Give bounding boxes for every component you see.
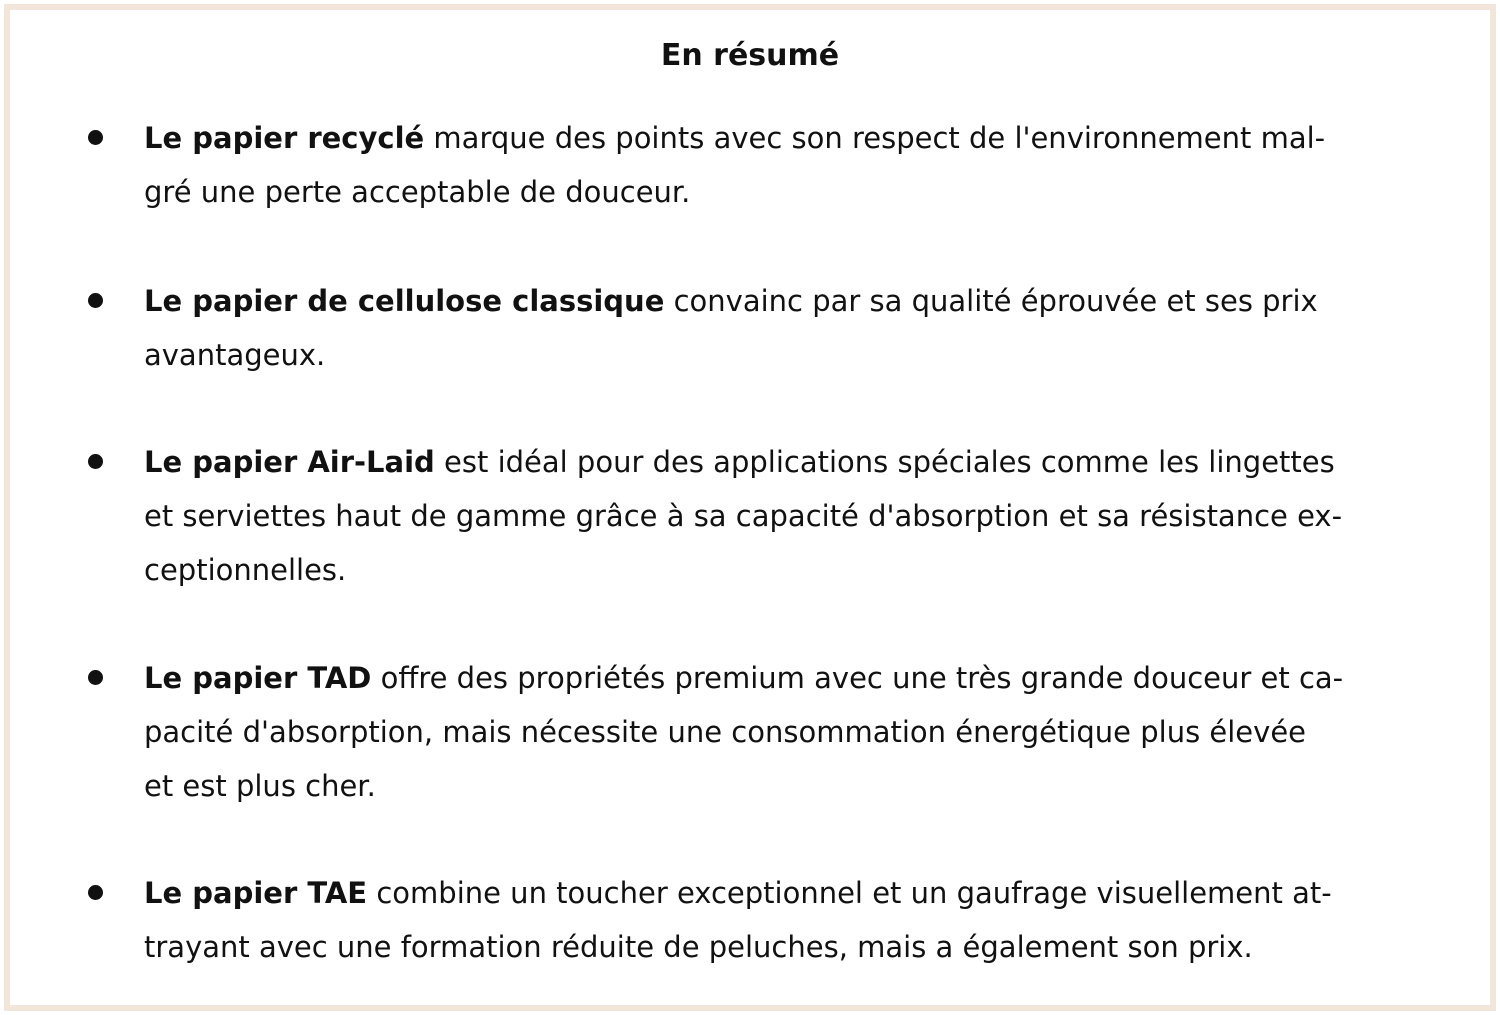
item-line: avantageux. — [144, 338, 326, 372]
item-lead: Le papier recyclé — [144, 121, 425, 155]
item-text: convainc par sa qualité éprouvée et ses prix — [664, 284, 1318, 318]
bullet-icon — [88, 130, 103, 145]
summary-box — [4, 4, 1496, 1011]
item-text: marque des points avec son respect de l'environnement mal- — [424, 121, 1326, 155]
list-item-recycled-paper — [144, 111, 1462, 219]
bullet-icon — [88, 885, 103, 900]
item-lead: Le papier de cellulose classique — [144, 284, 665, 318]
item-line — [144, 435, 1462, 489]
item-line: trayant avec une formation réduite de peluches, mais a également son prix. — [144, 930, 1253, 964]
list-item-air-laid-paper — [144, 435, 1462, 597]
item-line: ceptionnelles. — [144, 553, 347, 587]
bullet-icon — [88, 293, 103, 308]
list-item-cellulose-paper — [144, 274, 1462, 382]
item-line — [144, 274, 1462, 328]
item-line — [144, 111, 1462, 165]
item-text: offre des propriétés premium avec une très grande douceur et ca- — [371, 661, 1344, 695]
bullet-icon — [88, 670, 103, 685]
item-text: combine un toucher exceptionnel et un gaufrage visuellement at- — [367, 876, 1332, 910]
item-line: et serviettes haut de gamme grâce à sa capacité d'absorption et sa résistance ex- — [144, 499, 1343, 533]
item-line: et est plus cher. — [144, 769, 376, 803]
item-lead: Le papier TAD — [144, 661, 372, 695]
list-item-tae-paper — [144, 866, 1462, 974]
item-text: est idéal pour des applications spéciales comme les lingettes — [434, 445, 1335, 479]
list-item-tad-paper — [144, 651, 1462, 813]
item-line — [144, 651, 1462, 705]
item-lead: Le papier Air-Laid — [144, 445, 435, 479]
bullet-icon — [88, 454, 103, 469]
item-lead: Le papier TAE — [144, 876, 368, 910]
item-line — [144, 866, 1462, 920]
item-line: gré une perte acceptable de douceur. — [144, 175, 691, 209]
item-line: pacité d'absorption, mais nécessite une consommation énergétique plus élevée — [144, 715, 1306, 749]
summary-list — [10, 10, 1490, 1005]
summary-title: En résumé — [660, 38, 840, 73]
